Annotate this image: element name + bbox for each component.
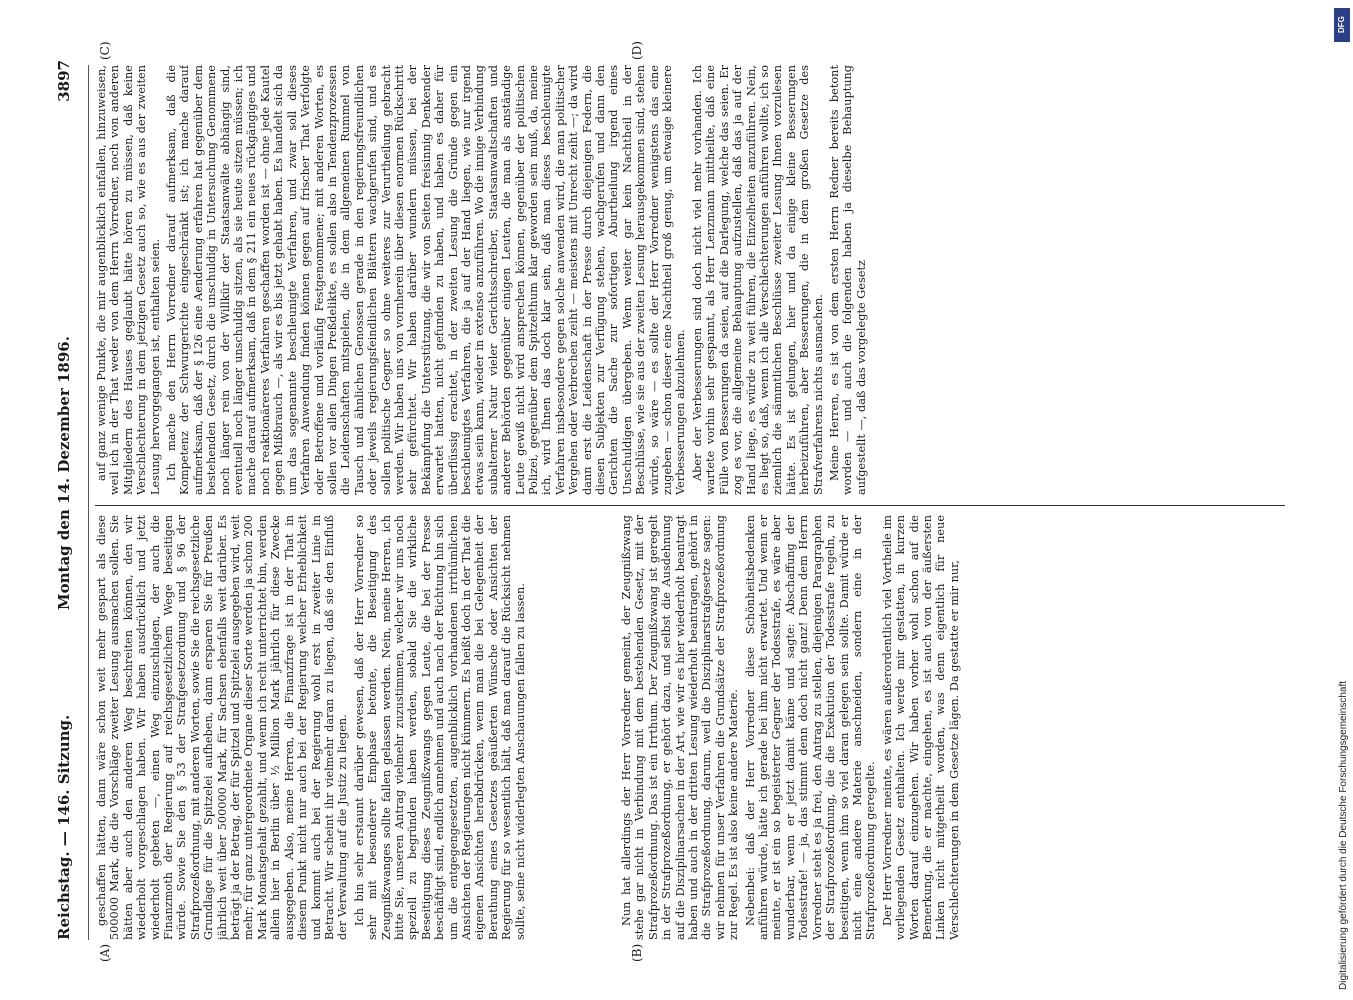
margin-mark-d: (D) xyxy=(630,41,644,60)
margin-mark-c: (C) xyxy=(98,41,112,60)
header-date: Montag den 14. Dezember 1896. xyxy=(55,336,73,610)
paragraph: Aber der Verbesserungen sind doch nicht viel mehr vorhanden. Ich wartete vorhin sehr gespannt, als Herr Lenzmann mittheilte, daß eine Fülle von Besserungen da seien, auf die Darlegung, welche das seien. Er zog es vor, die allgemeine Behauptung aufzustellen, daß das ja auf der Hand liege, es würde zu weit führen, die Einzelheiten anzuführen. Nein, es liegt so, daß, wenn ich alle Verschlechterungen anführen wollte, ich so ziemlich die sämmtlichen Beschlüsse zweiter Lesung Ihnen vorzulesen hätte. Es ist gelungen, hier und da einige kleine Besserungen herbeizuführen, aber Besserungen, die in dem großen Gesetze des Strafverfahrens nichts ausmachen. xyxy=(690,65,825,495)
left-column-bottom xyxy=(620,515,1285,940)
paragraph: Meine Herren, es ist von dem ersten Herrn Redner bereits betont worden — und auch die folgenden haben ja dieselbe Behauptung aufgestellt —, daß das vorgelegte Gesetz xyxy=(827,65,868,495)
header-session: Reichstag. — 146. Sitzung. xyxy=(55,714,73,940)
page-number: 3897 xyxy=(55,60,73,102)
page-header xyxy=(55,60,85,940)
left-column-top xyxy=(95,515,605,940)
right-column xyxy=(95,65,1285,495)
paragraph: geschaffen hätten, dann wäre schon weit mehr gespart als diese 500000 Mark, die die Vorschläge zweiter Lesung ausmachen sollen. Sie hätten aber auch den anderen Weg beschreiten können, den wir wiederholt vorgeschlagen haben. Wir haben ausdrücklich und jetzt wiederholt gebeten —, einen Weg einzuschlagen, der auch die Finanzmoth der Regierung auf reichsgesetzlichem Wege beseitigen würde. Sowie Sie den § 53 der Strafgesetzordnung und § 96 der Strafprozeßordnung, mit anderen Worten, sowie Sie die reichsgesetzliche Grundlage für die Spitzelei aufheben, dann ersparen Sie für Preußen jährlich weit über 500000 Mark, für Sachsen ebenfalls weit darüber. Es beträgt ja der Betrag, der für Spitzel und Spitzelei ausgegeben wird, weit mehr; für ganz untergeordnete Organe dieser Sorte werden ja schon 200 Mark Monatsgehalt gezahlt, und wenn ich recht unterrichtet bin, werden allein hier in Berlin über ½ Million Mark jährlich für diese Zwecke ausgegeben. Also, meine Herren, die Finanzfrage ist in der That in diesem Punkt nicht nur auch bei der Regierung welcher Erheblichkeit und kommt auch bei der Regierung wohl erst in zweiter Linie in Betracht. Wir scheint ihr vielmehr daran zu liegen, daß sie den Einfluß der Verwaltung auf die Justiz zu liegen. xyxy=(95,515,350,940)
digitization-text: Digitalisierung gefördert durch die Deutsche Forschungsgemeinschaft xyxy=(1338,680,1349,990)
dfg-logo: DFG xyxy=(1334,8,1350,42)
paragraph: Der Herr Vorredner meinte, es wären außerordentlich viel Vortheile im vorliegenden Gesetz enthalten. Ich werde mir gestatten, in kurzen Worten darauf einzugehen. Wir haben vorher wohl schon auf die Bemerkung, die er machte, eingehen, es ist auch von der äußersten Linken nicht mitgetheilt worden, was denn eigentlich für neue Verschlechterungen in dem Gesetze lägen. Da gestatte er mir nur, xyxy=(880,515,961,940)
header-rule xyxy=(88,65,89,940)
digitization-notice xyxy=(1334,0,1352,1000)
paragraph: Nebenbei: daß der Herr Vorredner diese Schönheitsbedenken anführen würde, hätte ich gerade bei ihm nicht erwartet. Und wenn er meinte, er ist ein so begeisterter Gegner der Todesstrafe, es wäre aber wunderbar, wenn er jetzt damit käme und sagte: Abschaffung der Todesstrafe! — ja, das stimmt denn doch nicht ganz! Denn dem Herrn Vorredner steht es ja frei, den Antrag zu stellen, diejenigen Paragraphen der Strafprozeßordnung, die die Exekution der Todesstrafe regeln, zu beseitigen, wenn ihm so viel daran gelegen sein sollte. Damit würde er nicht eine andere Materie anschneiden, sondern eine in der Strafprozeßordnung geregelte. xyxy=(743,515,878,940)
paragraph: auf ganz wenige Punkte, die mir augenblicklich einfallen, hinzuweisen, weil ich in der That weder von dem Herrn Vorredner, noch von anderen Mitgliedern des Hauses geglaubt hätte hören zu müssen, daß keine Verschlechterung in dem jetzigen Gesetz auch so, wie es aus der zweiten Lesung hervorgegangen ist, enthalten seien. xyxy=(95,65,162,495)
column-rule xyxy=(95,505,1285,506)
paragraph: Ich mache den Herrn Vorredner darauf aufmerksam, daß die Kompetenz der Schwurgerichte eingeschränkt ist; ich mache darauf aufmerksam, daß der § 126 eine Aenderung erfahren hat gegenüber dem bestehenden Gesetz, durch die unschuldig in Untersuchung Genommene noch länger rein von der Willkür der Staatsanwälte abhängig sind, eventuell noch länger unschuldig sitzen, als sie heute sitzen müssen; ich mache darauf aufmerksam, daß in dem § 211 ein neues rückgängiges und noch reaktionäreres Verfahren geschaffen worden ist — ohne jede Kautel gegen Mißbrauch —, als wir es bis jetzt gehabt haben. Es handelt sich da um das sogenannte beschleunigte Verfahren, und zwar soll dieses Verfahren Anwendung finden können gegen auf frischer That Verfolgte oder Betroffene und vorläufig Festgenommene; mit anderen Worten, es sollen vor allen Dingen Preßdelikte, es sollen also in Tendenzprozessen die Leidenschaften mitspielen, die in dem allgemeinen Rummel von Tausch und ähnlichen Genossen gerade in den regierungsfreundlichen oder jeweils regierungsfeindlichen Blättern wachgerufen sind, und es sollen politische Gegner so ohne weiteres zur Verurtheilung gebracht werden. Wir haben uns von vornherein über diesen enormen Rückschritt sehr gefürchtet. Wir haben darüber wundern müssen, bei der Bekämpfung die Unterstützung, die wir von Seiten freisinnig Denkender erwartet hatten, nicht gefunden zu haben, und haben es daher für überflüssig erachtet, in der zweiten Lesung die Gründe gegen ein beschleunigtes Verfahren, die ja auf der Hand liegen, wie nur irgend etwas sein kann, wieder in extenso anzuführen. Wo die innige Verbindung subalterner Natur vieler Gerichtsschreiber, Staatsanwaltschaften und anderer Behörden gegenüber einigen Leuten, die man als anständige Leute gewiß nicht wird ansprechen können, gegenüber der politischen Polizei, gegenüber dem Spitzelthum klar geworden sein muß, da, meine ich, wird Ihnen das doch klar sein, daß man dieses beschleunigte Verfahren insbesondere gegen solche anwenden wird, die man politischer Vergehen oder Verbrechen zeiht — meistens mit Unrecht zeiht —; da wird dann erst die Leidenschaft in der Presse durch diejenigen Federn, die diesen Subjekten zur Verfügung stehen, wachgerufen und dann den Gerichten die Sache zur sofortigen Aburtheilung irgend eines Unschuldigen übergeben. Wenn weiter gar kein Nachtheil in der Beschlüsse, wie sie aus der zweiten Lesung herausgekommen sind, stehen würde, so wäre — es sollte der Herr Vorredner wenigstens das eine zugeben — schon dieser eine Nachtheil groß genug, um etwaige kleinere Verbesserungen abzulehnen. xyxy=(165,65,688,495)
paragraph: Nun hat allerdings der Herr Vorredner gemeint, der Zeugnißzwang stehe gar nicht in Verbindung mit dem bestehenden Gesetz, mit der Strafprozeßordnung. Das ist ein Irrthum. Der Zeugnißzwang ist geregelt in der Strafprozeßordnung, er gehört dazu, und selbst die Ausdehnung auf die Disziplinarsachen in der Art, wie wir es hier wiederholt beantragt haben und auch in der dritten Lesung wiederholt beantragen, gehört in die Strafprozeßordnung, darum, weil die Disziplinarstrafgesetze sagen: wir nehmen für unser Verfahren die Grundsätze der Strafprozeßordnung zur Regel. Es ist also keine andere Materie. xyxy=(620,515,741,940)
paragraph: Ich bin sehr erstaunt darüber gewesen, daß der Herr Vorredner so sehr mit besonderer Emphase betonte, die Beseitigung des Zeugnißzwanges sollte fallen gelassen werden. Nein, meine Herren, ich bitte Sie, unseren Antrag vielmehr zuzustimmen, welcher wir uns noch speziell zu begründen haben werden, sobald Sie die wirkliche Beseitigung dieses Zeugnißzwangs gegen Leute, die bei der Presse beschäftigt sind, endlich annehmen und auch nach der Richtung hin sich um die entgegengesetzten, augenblicklich vorhandenen irrthümlichen Ansichten der Regierungen nicht kümmern. Es heißt doch in der That die eigenen Ansichten herabdrücken, wenn man die bei Gelegenheit der Berathung eines Gesetzes geäußerten Wünsche oder Ansichten der Regierung für so wesentlich hält, daß man darauf die Rücksicht nehmen sollte, seine nicht widerlegten Anschauungen fallen zu lassen. xyxy=(352,515,527,940)
margin-mark-a: (A) xyxy=(98,943,112,962)
margin-mark-b: (B) xyxy=(630,943,644,962)
